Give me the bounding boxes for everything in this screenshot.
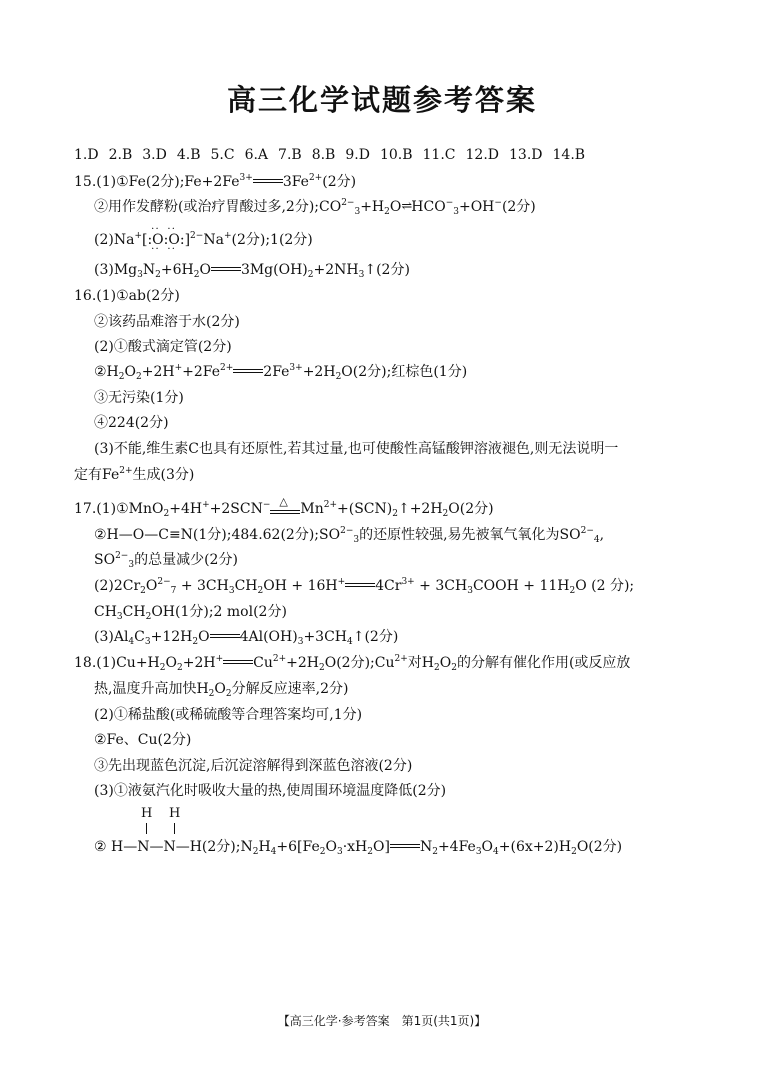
mc-answer: 8.B: [311, 147, 336, 163]
mc-answer: 4.B: [176, 147, 201, 163]
mc-answer: 10.B: [379, 147, 413, 163]
q15-line-2: ②用作发酵粉(或治疗胃酸过多,2分)$;CO^{2-}_3+H_2O\rightleftharpoons HCO^-_3+OH^-(2$分): [94, 198, 536, 217]
mc-answer: 9.D: [345, 147, 370, 163]
q16-line-7: (3)不能,维生素C也具有还原性,若其过量,也可使酸性高锰酸钾溶液褪色,则无法说明一: [94, 441, 619, 457]
mc-answers: [74, 146, 595, 164]
hydrazine-h-top-2: H: [169, 806, 181, 821]
electron-dots: · · O · ·: [152, 231, 163, 249]
q17-line-1: 17.(1)①MnO$_2$+4H++2SCN− △ $Mn^{2+}+(SCN)_2↑+2H_2O(2$分): [74, 495, 494, 519]
q15-line-4: $(3)Mg_3N_2+6H_2O$ $3Mg(OH)_2+2NH_3↑(2$分): [94, 262, 410, 280]
page-footer: 【高三化学·参考答案 第1页(共1页)】: [277, 1014, 487, 1028]
q15-line-1: 15.(1)①Fe(2分)$;Fe+2Fe^{3+}$ $3Fe^{2+}(2$分): [74, 173, 357, 190]
q17-line-2: ②H—O—C≡N(1分);484.62(2分)$;SO^{2-}_3$的还原性较强,易先被氧气氧化为$SO^{2-}_4$,: [94, 526, 605, 545]
equals-sign: [390, 842, 420, 852]
q18-line-1: $18.(1)Cu+H_2O_2+2H^+$ $Cu^{2+}+2H_2O(2$分)$;Cu^{2+}$对$H_2O_2$的分解有催化作用(或反应放: [74, 654, 631, 673]
mc-answer: 5.C: [210, 147, 235, 163]
equals-sign: [233, 367, 263, 377]
q18-line-4: ②Fe、Cu(2分): [94, 732, 192, 748]
q18-line-5: ③先出现蓝色沉淀,后沉淀溶解得到深蓝色溶液(2分): [94, 758, 413, 774]
q17-line-5: $CH_3CH_2OH(1$分);2 mol(2分): [94, 604, 287, 622]
hydrazine-h-top-1: H: [141, 806, 153, 821]
q17-line-6: $(3)Al_4C_3+12H_2O$ $4Al(OH)_3+3CH_4↑(2$分): [94, 629, 399, 647]
mc-answer: 3.D: [142, 147, 167, 163]
q16-line-4: $②H_2O_2+2H^++2Fe^{2+}$ $2Fe^{3+}+2H_2O(2$分);红棕色(1分): [94, 363, 468, 382]
equals-sign: [211, 265, 241, 275]
q16-line-8: 定有$Fe^{2+}$生成(3分): [74, 466, 195, 483]
electron-dots: · · O · ·: [168, 231, 179, 249]
mc-answer: 6.A: [244, 147, 269, 163]
mc-answer: 11.C: [422, 147, 456, 163]
page-title: 高三化学试题参考答案: [226, 83, 537, 117]
q17-line-4: $(2)2Cr_2O^{2-}_7 + 3CH_3CH_2OH + 16H^+$ $4Cr^{3+}$ + $3CH_3COOH + 11H_2O$ (2 分);: [94, 577, 635, 596]
hydrazine-bond-1: [146, 823, 147, 834]
mc-answer: 13.D: [509, 147, 543, 163]
q15-line-3: (2)Na+[:· · O · ·:· · O · ·:]$^{2-}$Na+(2分);1(2分): [94, 231, 313, 249]
q16-line-2: ②该药品难溶于水(2分): [94, 314, 240, 330]
q16-line-1: 16.(1)①ab(2分): [74, 288, 180, 304]
equals-sign: [223, 658, 253, 668]
q16-line-5: ③无污染(1分): [94, 390, 184, 406]
q18-line-3: (2)①稀盐酸(或稀硫酸等合理答案均可,1分): [94, 707, 363, 723]
equals-sign: [210, 632, 240, 642]
reversible-arrow-icon: ⇌: [401, 199, 412, 214]
q16-line-6: ④224(2分): [94, 415, 169, 431]
mc-answer: 7.B: [278, 147, 302, 163]
mc-answer: 14.B: [552, 147, 586, 163]
q18-line-2: 热,温度升高加快$H_2O_2$分解反应速率,2分): [94, 681, 349, 699]
q18-line-7: ② H—N—N—H(2分)$;N_2H_4+6[Fe_2O_3\cdot xH_2O]$ $N_2+4Fe_3O_4+(6x+2)H_2O(2$分): [94, 839, 623, 857]
delta-icon: △: [279, 495, 288, 508]
mc-answer: 2.B: [108, 147, 133, 163]
mc-answer: 1.D: [74, 147, 99, 163]
q18-line-6: (3)①液氨汽化时吸收大量的热,使周围环境温度降低(2分): [94, 783, 447, 799]
hydrazine-bond-2: [174, 823, 175, 834]
heat-equals-sign: [270, 495, 300, 518]
equals-sign: [345, 581, 375, 591]
q16-line-3: (2)①酸式滴定管(2分): [94, 339, 232, 355]
q17-line-3: $SO^{2-}_3$的总量减少(2分): [94, 551, 238, 570]
mc-answer: 12.D: [465, 147, 499, 163]
equals-sign: [253, 177, 283, 187]
